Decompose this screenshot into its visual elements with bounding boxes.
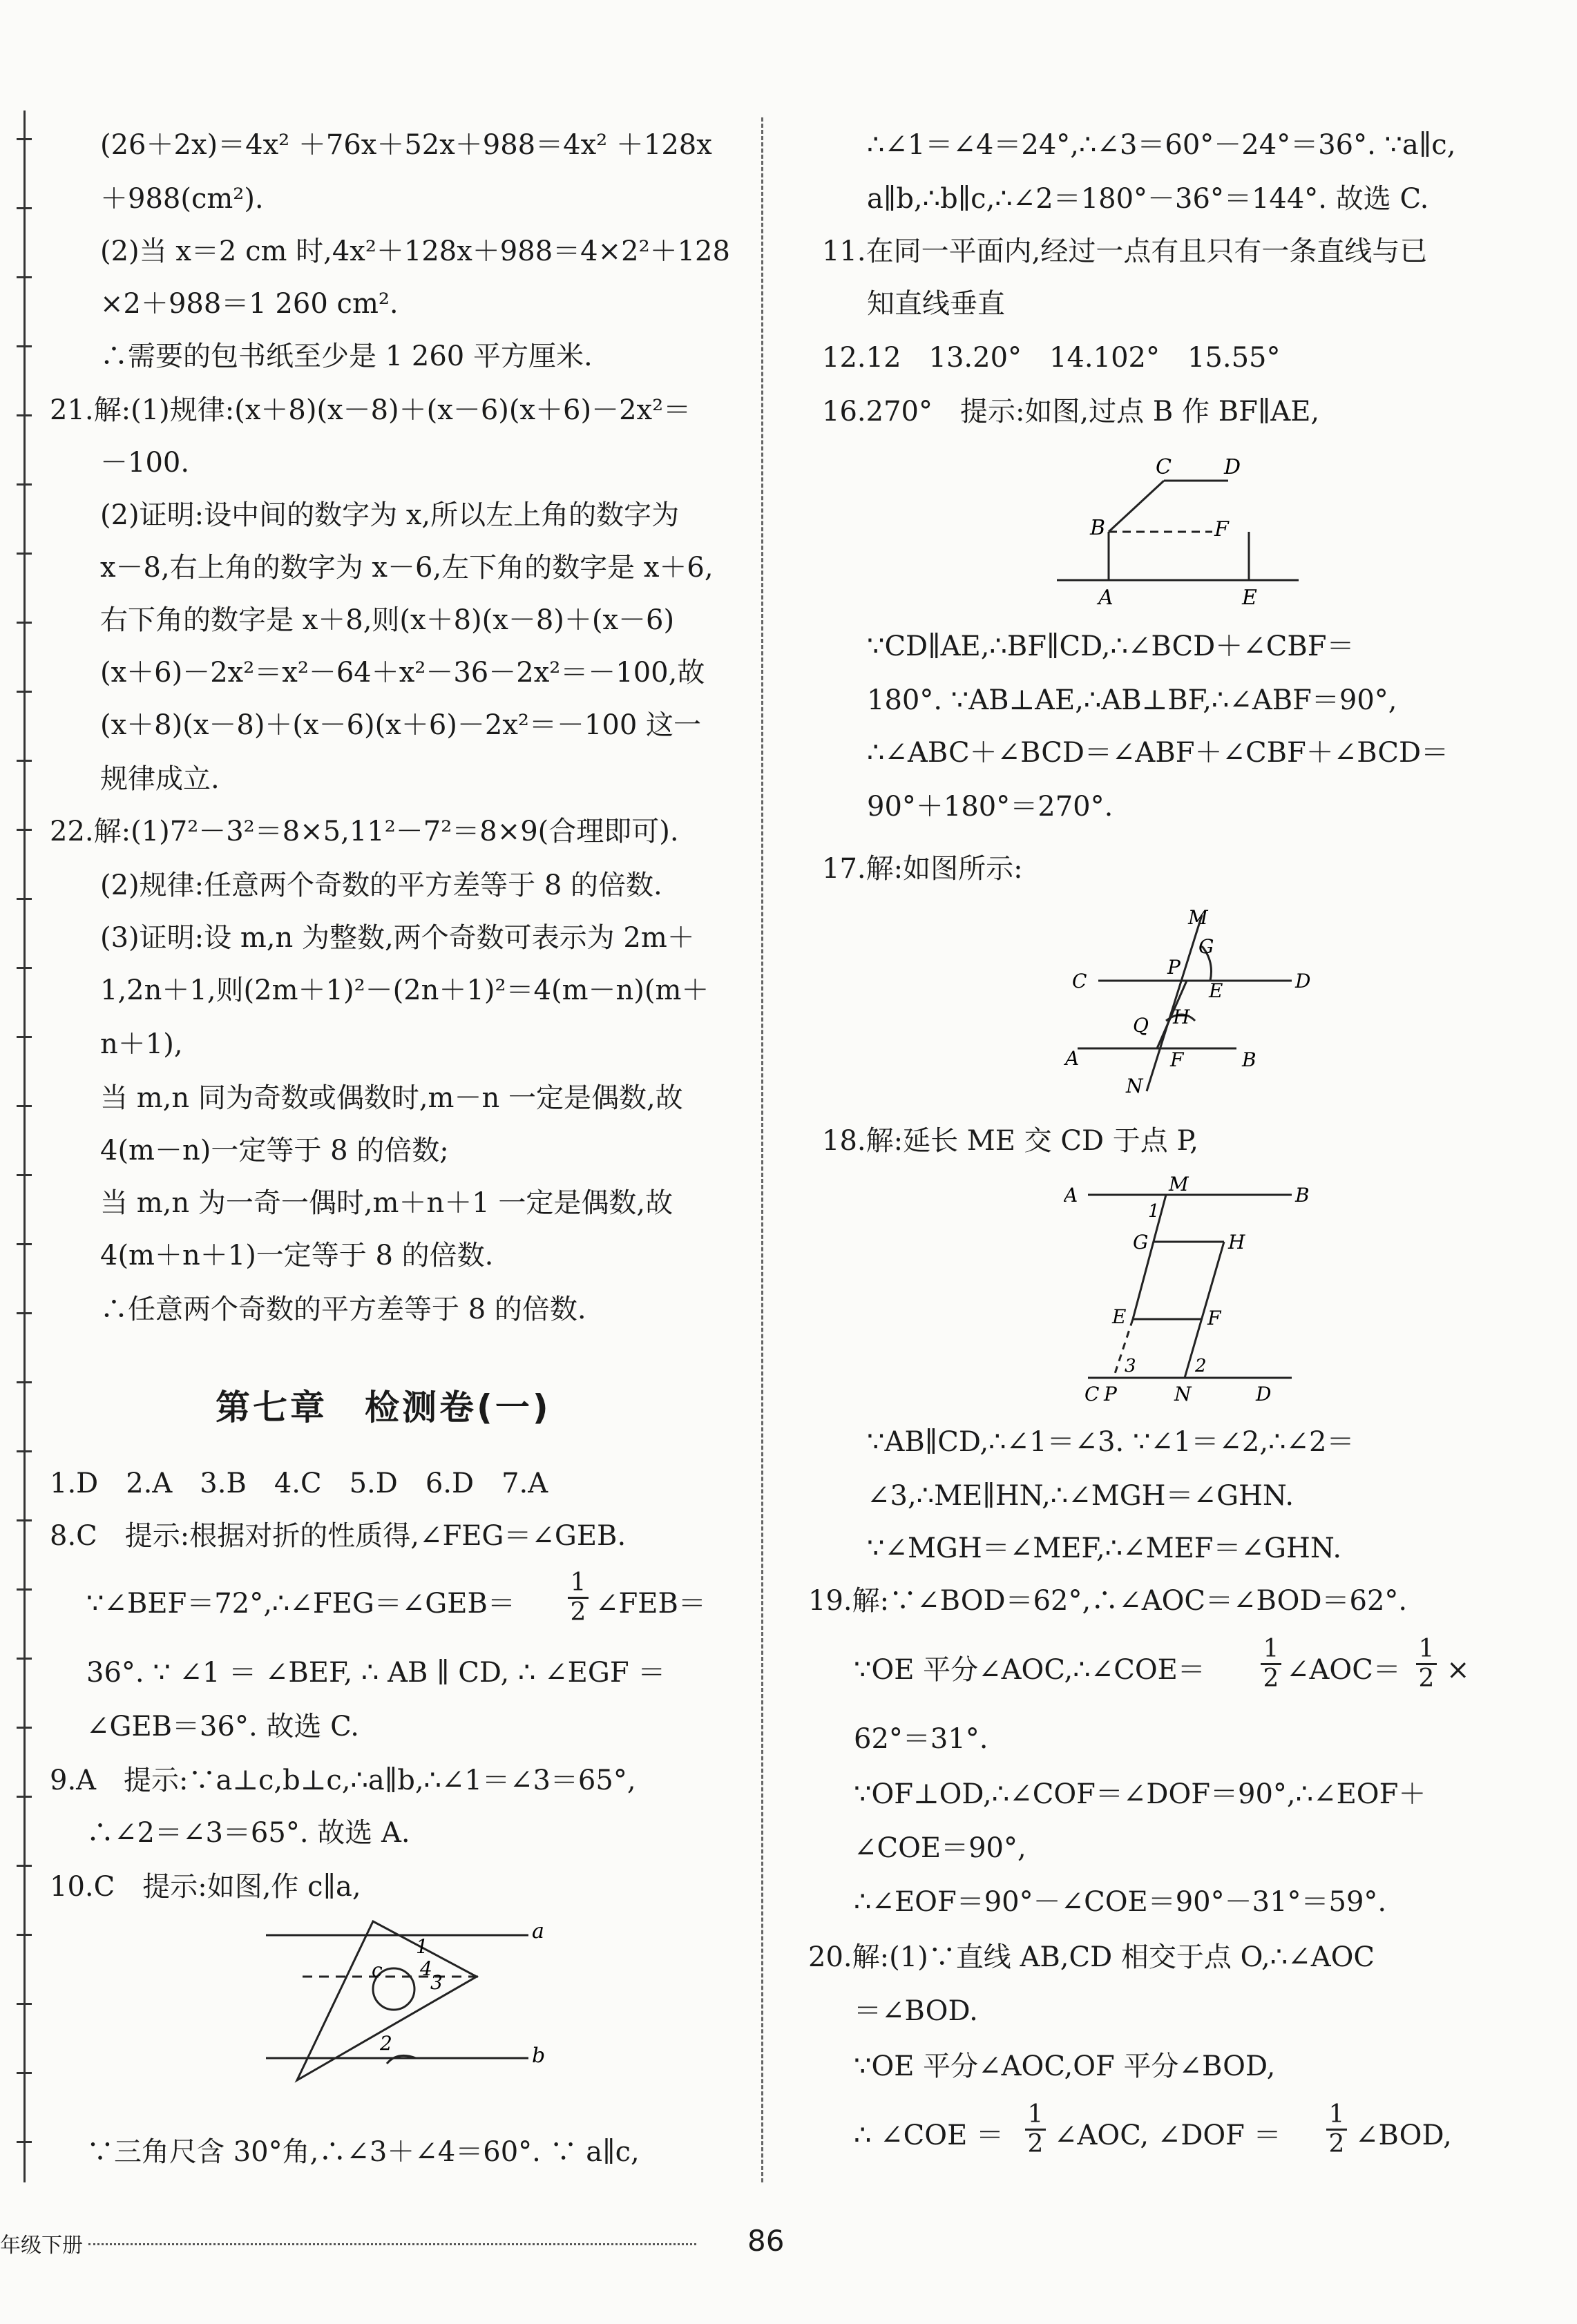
text-line: 4(m＋n＋1)一定等于 8 的倍数. (100, 1240, 494, 1271)
label-F: F (1207, 1307, 1221, 1329)
label-G: G (1198, 935, 1214, 958)
text-line: 90°＋180°＝270°. (867, 791, 1114, 823)
text-line: ∵∠MGH＝∠MEF,∴∠MEF＝∠GHN. (867, 1533, 1342, 1564)
label-D: D (1224, 455, 1241, 479)
text-line: 4(m－n)一定等于 8 的倍数; (100, 1135, 449, 1166)
label-4: 4 (420, 1957, 432, 1980)
label-E: E (1209, 979, 1223, 1002)
text-line: n＋1), (100, 1028, 183, 1060)
text-line: ∠GEB＝36°. 故选 C. (86, 1711, 359, 1742)
text-line: ∴∠EOF＝90°－∠COE＝90°－31°＝59°. (854, 1886, 1387, 1918)
text-line: 17.解:如图所示: (822, 853, 1023, 885)
column-separator (761, 117, 763, 2182)
chapter-title: 第七章 检测卷(一) (216, 1387, 551, 1428)
text-line: －100. (100, 447, 190, 479)
fraction-half: 1 2 (1326, 2101, 1347, 2158)
text-line: (x＋8)(x－8)＋(x－6)(x＋6)－2x²＝－100 这一 (100, 709, 701, 741)
label-H: H (1228, 1231, 1245, 1254)
text-line: ∵OF⊥OD,∴∠COF＝∠DOF＝90°,∴∠EOF＋ (854, 1778, 1426, 1810)
fraction-half: 1 2 (568, 1569, 589, 1626)
text-line: ∠COE＝90°, (854, 1832, 1026, 1864)
label-B: B (1090, 516, 1106, 540)
text-line: 19.解:∵∠BOD＝62°,∴∠AOC＝∠BOD＝62°. (808, 1585, 1408, 1617)
fraction-half: 1 2 (1261, 1635, 1281, 1693)
text-line: ∴∠1＝∠4＝24°,∴∠3＝60°－24°＝36°. ∵a∥c, (867, 129, 1456, 161)
text-line: ∠3,∴ME∥HN,∴∠MGH＝∠GHN. (867, 1480, 1294, 1512)
triangle-ruler (297, 1921, 477, 2080)
text-line: ∴∠2＝∠3＝65°. 故选 A. (86, 1817, 410, 1849)
text-line: (26＋2x)＝4x² ＋76x＋52x＋988＝4x² ＋128x (100, 129, 712, 161)
label-1: 1 (1148, 1201, 1160, 1222)
label-E: E (1112, 1305, 1127, 1328)
text-line: 62°＝31°. (854, 1723, 988, 1755)
text-line: a∥b,∴b∥c,∴∠2＝180°－36°＝144°. 故选 C. (867, 183, 1429, 215)
label-C: C (1084, 1383, 1100, 1405)
text-line: (3)证明:设 m,n 为整数,两个奇数可表示为 2m＋ (100, 922, 695, 954)
label-C: C (1072, 970, 1087, 992)
text-line: ∠AOC＝ (1286, 1654, 1401, 1686)
text-line: ∠FEB＝ (595, 1588, 706, 1620)
text-line: 18.解:延长 ME 交 CD 于点 P, (822, 1125, 1199, 1157)
text-line: 11.在同一平面内,经过一点有且只有一条直线与已 (822, 236, 1428, 267)
label-F: F (1170, 1048, 1184, 1071)
text-line: ∵OE 平分∠AOC,∴∠COE＝ (854, 1654, 1205, 1686)
segment-BC (1109, 481, 1164, 532)
text-line: 当 m,n 同为奇数或偶数时,m－n 一定是偶数,故 (100, 1082, 683, 1114)
footer-grade: 年级下册 (0, 2234, 83, 2258)
label-N: N (1126, 1075, 1143, 1097)
text-line: 12.12 13.20° 14.102° 15.55° (822, 342, 1281, 374)
text-line: 当 m,n 为一奇一偶时,m＋n＋1 一定是偶数,故 (100, 1187, 673, 1219)
label-E: E (1242, 586, 1257, 608)
text-line: ×2＋988＝1 260 cm². (100, 288, 399, 320)
figure-problem-18 (1064, 1167, 1354, 1416)
footer-dotted-rule (88, 2243, 696, 2245)
text-line: ∵OE 平分∠AOC,OF 平分∠BOD, (854, 2051, 1276, 2082)
text-line: ∵三角尺含 30°角,∴∠3＋∠4＝60°. ∵ a∥c, (86, 2136, 640, 2168)
label-B: B (1242, 1048, 1256, 1071)
text-line: 规律成立. (100, 763, 220, 795)
label-C: C (1156, 455, 1172, 479)
text-line: ＝∠BOD. (854, 1995, 978, 2027)
text-line: (2)证明:设中间的数字为 x,所以左上角的数字为 (100, 499, 680, 531)
figure-problem-16 (1043, 449, 1319, 608)
label-G: G (1133, 1231, 1149, 1254)
text-line: 10.C 提示:如图,作 c∥a, (50, 1871, 361, 1903)
fraction-half: 1 2 (1025, 2101, 1046, 2158)
binding-line (23, 111, 26, 2182)
text-line: x－8,右上角的数字为 x－6,左下角的数字是 x＋6, (100, 552, 714, 584)
label-M: M (1188, 906, 1208, 929)
label-1: 1 (416, 1935, 428, 1958)
text-line: 右下角的数字是 x＋8,则(x＋8)(x－8)＋(x－6) (100, 604, 675, 636)
fraction-half: 1 2 (1416, 1635, 1437, 1693)
page-number: 86 (747, 2224, 785, 2258)
label-A: A (1065, 1047, 1080, 1070)
label-c: c (372, 1959, 383, 1981)
answer-row: 1.D 2.A 3.B 4.C 5.D 6.D 7.A (50, 1468, 548, 1499)
label-F: F (1214, 517, 1229, 541)
text-line: 21.解:(1)规律:(x＋8)(x－8)＋(x－6)(x＋6)－2x²＝ (50, 394, 691, 426)
text-line: ∴ ∠COE ＝ (854, 2120, 1004, 2151)
text-line: 16.270° 提示:如图,过点 B 作 BF∥AE, (822, 396, 1320, 428)
text-line: ∠AOC, ∠DOF ＝ (1054, 2120, 1281, 2151)
text-line: 1,2n＋1,则(2m＋1)²－(2n＋1)²＝4(m－n)(m＋ (100, 974, 709, 1006)
text-line: (x＋6)－2x²＝x²－64＋x²－36－2x²＝－100,故 (100, 657, 705, 689)
label-H: H (1173, 1006, 1190, 1028)
text-line: ∴任意两个奇数的平方差等于 8 的倍数. (100, 1294, 586, 1325)
text-line: ∵CD∥AE,∴BF∥CD,∴∠BCD＋∠CBF＝ (867, 631, 1355, 662)
text-line: 22.解:(1)7²－3²＝8×5,11²－7²＝8×9(合理即可). (50, 816, 679, 847)
text-line: ∵AB∥CD,∴∠1＝∠3. ∵∠1＝∠2,∴∠2＝ (867, 1426, 1355, 1458)
label-b: b (532, 2044, 546, 2068)
text-line: ∴∠ABC＋∠BCD＝∠ABF＋∠CBF＋∠BCD＝ (867, 737, 1449, 769)
label-P: P (1167, 956, 1181, 979)
text-line: × (1446, 1654, 1470, 1686)
text-line: 知直线垂直 (867, 288, 1005, 320)
figure-problem-17 (1057, 905, 1347, 1112)
label-N: N (1174, 1383, 1192, 1405)
label-D: D (1256, 1383, 1272, 1405)
text-line: 36°. ∵ ∠1 ＝ ∠BEF, ∴ AB ∥ CD, ∴ ∠EGF ＝ (86, 1657, 666, 1689)
angle-arc (387, 2055, 416, 2064)
label-2: 2 (380, 2032, 392, 2055)
text-line: (2)规律:任意两个奇数的平方差等于 8 的倍数. (100, 870, 662, 901)
text-line: 180°. ∵AB⊥AE,∴AB⊥BF,∴∠ABF＝90°, (867, 684, 1397, 716)
label-2: 2 (1195, 1356, 1207, 1376)
text-line: ∵∠BEF＝72°,∴∠FEG＝∠GEB＝ (86, 1588, 515, 1620)
text-line: ＋988(cm²). (100, 183, 264, 215)
text-line: 8.C 提示:根据对折的性质得,∠FEG＝∠GEB. (50, 1520, 627, 1552)
label-A: A (1098, 586, 1114, 608)
text-line: ∠BOD, (1355, 2120, 1452, 2151)
label-A: A (1064, 1184, 1078, 1207)
label-B: B (1295, 1184, 1310, 1207)
label-M: M (1169, 1173, 1189, 1195)
label-Q: Q (1133, 1014, 1149, 1037)
label-P: P (1104, 1383, 1117, 1405)
text-line: (2)当 x＝2 cm 时,4x²＋128x＋988＝4×2²＋128 (100, 236, 730, 267)
label-D: D (1295, 970, 1311, 992)
text-line: ∴需要的包书纸至少是 1 260 平方厘米. (100, 340, 593, 372)
label-3: 3 (430, 1971, 443, 1994)
label-a: a (532, 1919, 544, 1943)
text-line: 20.解:(1)∵直线 AB,CD 相交于点 O,∴∠AOC (808, 1941, 1375, 1973)
label-3: 3 (1125, 1356, 1136, 1376)
text-line: 9.A 提示:∵a⊥c,b⊥c,∴a∥b,∴∠1＝∠3＝65°, (50, 1765, 636, 1796)
figure-problem-10 (256, 1913, 573, 2093)
